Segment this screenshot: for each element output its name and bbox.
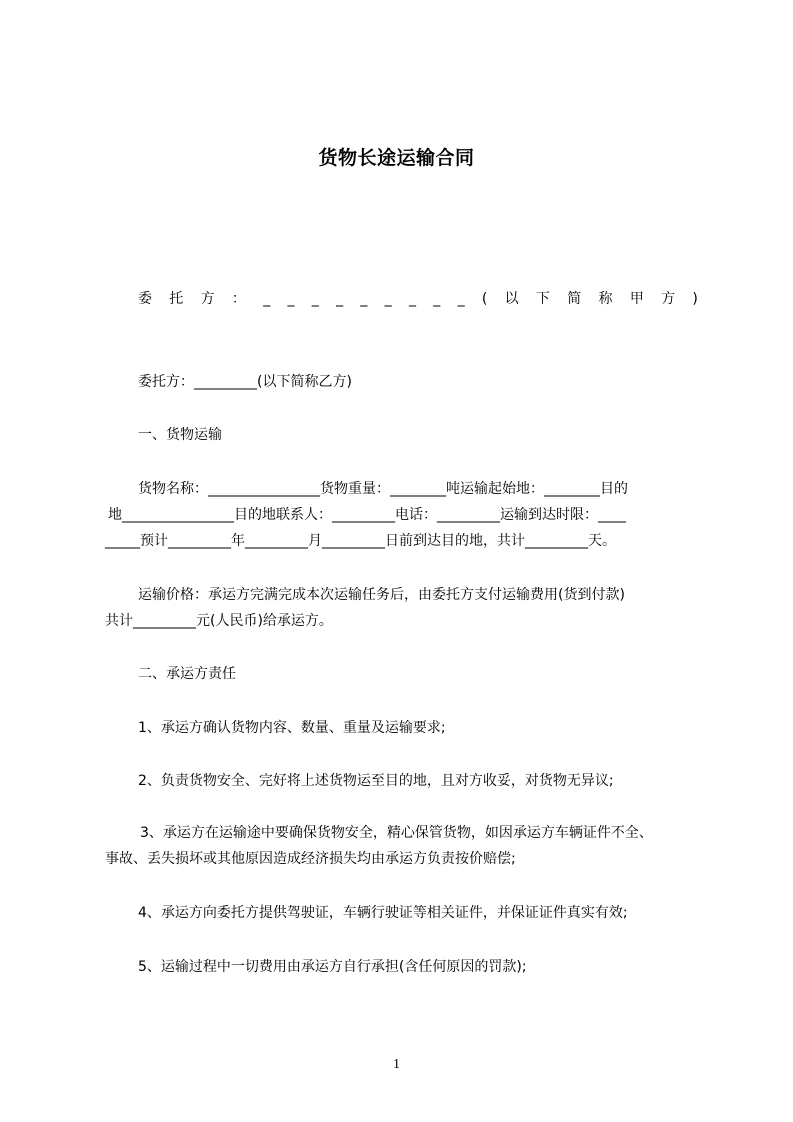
duty-item-4: 4、承运方向委托方提供驾驶证，车辆行驶证等相关证件，并保证证件真实有效; <box>138 905 628 921</box>
price-line-1: 运输价格：承运方完满完成本次运输任务后，由委托方支付运输费用(货到付款) <box>138 587 625 603</box>
party-b-line: 委托方：_________(以下简称乙方) <box>138 374 352 390</box>
party-a-char: 下 <box>535 291 550 307</box>
goods-info-line-3: _____预计_________年_________月_________日前到达目的地，共计_________天。 <box>105 533 616 549</box>
party-a-char: _ <box>311 291 319 307</box>
price-line-2: 共计_________元(人民币)给承运方。 <box>105 613 333 629</box>
party-a-line <box>138 290 698 308</box>
party-a-char: 方 <box>200 291 215 307</box>
document-title: 货物长途运输合同 <box>318 147 475 169</box>
party-a-char: 以 <box>504 291 519 307</box>
party-a-char: 委 <box>138 291 152 307</box>
party-a-char: 简 <box>567 291 582 307</box>
duty-item-5: 5、运输过程中一切费用由承运方自行承担(含任何原因的罚款); <box>138 959 527 975</box>
party-a-char: 方 <box>661 291 676 307</box>
party-a-char: 称 <box>598 291 613 307</box>
party-a-char: _ <box>408 291 416 307</box>
party-a-char: _ <box>287 291 295 307</box>
party-a-char: _ <box>360 291 368 307</box>
party-a-char: 托 <box>169 291 184 307</box>
duty-item-1: 1、承运方确认货物内容、数量、重量及运输要求; <box>138 720 446 736</box>
party-a-char: ： <box>231 291 246 307</box>
page-number: 1 <box>393 1057 400 1072</box>
goods-info-line-2: 地________________目的地联系人：_________电话：_________运输到达时限：____ <box>108 507 626 523</box>
party-a-char: _ <box>433 291 441 307</box>
party-a-char: _ <box>457 291 465 307</box>
party-a-char: ( <box>481 291 488 307</box>
party-a-char: _ <box>384 291 392 307</box>
section-1-heading: 一、货物运输 <box>138 427 222 443</box>
goods-info-line-1: 货物名称：________________货物重量：________吨运输起始地：________目的 <box>138 481 628 497</box>
party-a-char: _ <box>263 291 271 307</box>
party-a-char: 甲 <box>629 291 644 307</box>
goods-info-paragraph <box>105 476 715 554</box>
duty-item-3 <box>105 820 715 872</box>
party-a-char: ) <box>692 291 698 307</box>
party-a-char: _ <box>336 291 344 307</box>
duty-item-3-line-2: 事故、丢失损坏或其他原因造成经济损失均由承运方负责按价赔偿; <box>105 851 516 867</box>
duty-item-2: 2、负责货物安全、完好将上述货物运至目的地，且对方收妥，对货物无异议; <box>138 773 614 789</box>
section-2-heading: 二、承运方责任 <box>138 666 236 682</box>
price-paragraph <box>105 582 715 634</box>
duty-item-3-line-1: 3、承运方在运输途中要确保货物安全，精心保管货物，如因承运方车辆证件不全、 <box>140 825 653 841</box>
